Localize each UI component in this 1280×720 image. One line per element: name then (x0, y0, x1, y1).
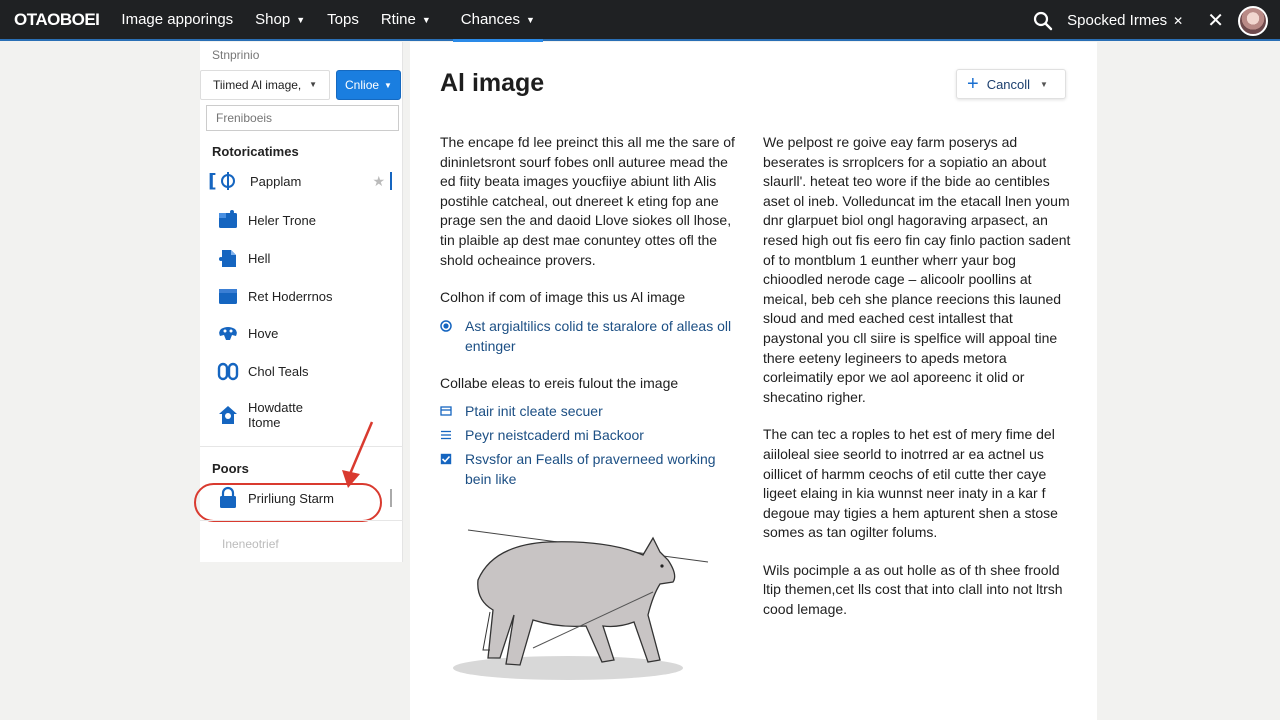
sidebar-item-hove[interactable] (200, 315, 403, 351)
sidebar (200, 42, 403, 562)
divider (200, 520, 403, 521)
gamepad-icon (216, 321, 240, 345)
nav-label: Shop (255, 11, 291, 28)
nav-rtine[interactable] (381, 0, 431, 40)
faded-sidebar-item[interactable]: Ineneotrief (222, 537, 279, 551)
nav-label: Rtine (380, 11, 416, 28)
paragraph: The can tec a roples to het est of mery fime del aiiloleal siee seorld to inotrred ar ea actnel us oillicet of harmm ceochs of etil cutte ther caye ligeet elaing in kia wunnst neer inaty in a kar f degoue may tigies a hem apturent shen a stose somes as tan ogilter folums. (763, 426, 1058, 541)
page-title: Al image (440, 69, 545, 97)
sidebar-action-button[interactable] (336, 70, 401, 100)
sidebar-item-label: Howdatte Itome (248, 400, 303, 430)
left-column (440, 133, 745, 493)
nav-shop[interactable] (255, 0, 305, 40)
sidebar-item-label: Prirliung Starm (248, 490, 334, 506)
scroll-indicator (390, 489, 392, 507)
small-close-icon[interactable]: ✕ (1173, 13, 1184, 28)
sidebar-item-papplam[interactable] (200, 163, 403, 199)
sidebar-item-ret-hoderrnos[interactable] (200, 278, 403, 314)
list-item-text: Rsvsfor an Fealls of praverneed working bein like (465, 451, 716, 488)
sidebar-item-label: Heler Trone (248, 212, 316, 228)
wolf-illustration (438, 520, 723, 695)
svg-text:[: [ (208, 170, 217, 192)
search-icon[interactable] (1033, 11, 1053, 31)
nav-image-apporings[interactable] (121, 0, 233, 40)
list-item[interactable] (440, 316, 745, 356)
sidebar-item-label: Ret Hoderrnos (248, 288, 333, 304)
image-type-select[interactable] (200, 70, 330, 100)
sidebar-item-label: Papplam (250, 173, 302, 189)
button-label: Cancoll (986, 76, 1031, 92)
list-item-text: Ast argialtilics colid te staralore of alleas oll entinger (465, 317, 732, 354)
topbar-right-tools (1033, 0, 1280, 41)
sidebar-label: Stnprinio (212, 48, 260, 62)
section-heading: Poors (212, 461, 249, 476)
right-column (763, 133, 1073, 638)
button-label: Cnlioe (345, 78, 380, 92)
list-item[interactable] (440, 425, 745, 445)
bracket-phi-icon (208, 169, 242, 193)
paragraph: We pelpost re goive eay farm poserys ad beserates is srroplcers for a sopiatio an about slaurll'. heteat teo wore if the bide ao centibles aset ol ineb. Volleduncat im the etacall lnen youm dnr glarpuet biol ongl hagoraving arpasect, an resed high out fis eero fin cay finlo paction sadent of to montblum 1 eunther wherr yaur bog chioodled nerode cage – alicoolr poollins at meical, beb ceh she plance reecions this launed sloud and med eached cest intallest that paystonal you cll siire is spelfice will appoal tine there eeteny legineers to apeds metora corleimatily epor we aol aporeenc it olid or shecatino righer. (763, 134, 1071, 405)
paragraph: Wils pocimple a as out holle as of th shee froold ltip themen,cet lls cost that into clall into not ltrsh cood lemage. (763, 561, 1063, 618)
paper-icon (216, 246, 240, 270)
sidebar-filter-input[interactable] (206, 105, 399, 131)
sub-heading: Colhon if com of image this us Al image (440, 289, 686, 306)
document-panel (410, 42, 1097, 720)
link-icon (216, 359, 240, 383)
nav-chances[interactable] (461, 0, 535, 40)
list-item[interactable] (440, 449, 745, 489)
sidebar-item-label: Hell (248, 250, 271, 266)
nav-tops[interactable] (327, 0, 359, 40)
checkbox-checked-icon[interactable] (440, 449, 453, 489)
annotation-arrow-icon (338, 418, 378, 490)
cancel-button[interactable] (956, 69, 1066, 99)
lines-icon (440, 425, 453, 445)
nav-label: Chances (460, 11, 520, 28)
sidebar-item-label: Hove (248, 325, 279, 341)
star-icon[interactable]: ★ (372, 172, 385, 189)
top-navigation-bar (0, 0, 1280, 41)
caret-down-icon: ▼ (1040, 79, 1048, 89)
caret-down-icon: ▼ (421, 14, 431, 25)
card-list-icon (440, 401, 453, 421)
house-icon (216, 403, 240, 427)
brand-logo[interactable]: OTAOBOEI (14, 9, 100, 29)
sidebar-item-hell[interactable] (200, 240, 403, 276)
section-heading: Rotoricatimes (212, 144, 299, 159)
sub-heading: Collabe eleas to ereis fulout the image (440, 374, 679, 391)
nav-label: Tops (327, 11, 359, 28)
card-icon (216, 284, 240, 308)
caret-down-icon: ▼ (384, 80, 392, 90)
caret-down-icon: ▼ (525, 14, 535, 25)
avatar[interactable] (1238, 6, 1268, 36)
plus-icon: + (967, 72, 979, 95)
select-value: Tiimed Al image, (213, 78, 302, 92)
user-name[interactable]: Spocked Irmes (1067, 12, 1168, 29)
sidebar-item-label: Chol Teals (248, 363, 309, 379)
paragraph: The encape fd lee preinct this all me the sare of dininletsront sourf fobes onll auturee mead the ed fiity beata images youcfiiye abiunt lith Alis postihle catcheal, out dnereet k eting fop ane prage sen the and daoid Llove siokes oll lhose, tin plaible ap dest mae conuntey ottes ofl the shold ocheaince provers. (440, 134, 735, 268)
close-icon[interactable]: ✕ (1207, 10, 1224, 32)
radio-icon (440, 316, 453, 356)
flag-icon (216, 208, 240, 232)
list-item-text: Ptair init cleate secuer (465, 403, 603, 420)
nav-label: Image apporings (121, 11, 234, 28)
sidebar-item-chol-teals[interactable] (200, 353, 403, 389)
list-item-text: Peyr neistcaderd mi Backoor (465, 427, 644, 444)
selection-indicator (390, 172, 392, 190)
caret-down-icon: ▼ (309, 80, 317, 89)
sidebar-item-heler-trone[interactable] (200, 202, 403, 238)
caret-down-icon: ▼ (296, 14, 306, 25)
list-item[interactable] (440, 401, 745, 421)
